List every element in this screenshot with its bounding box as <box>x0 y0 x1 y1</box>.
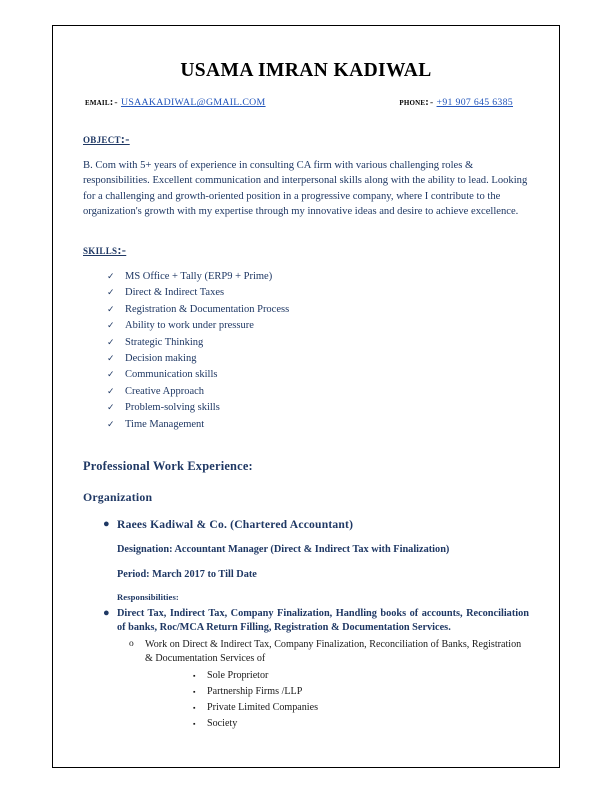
responsibility-sub-text: Work on Direct & Indirect Tax, Company Finalization, Reconciliation of Banks, Registration & Documentation Services of <box>145 638 522 665</box>
list-item <box>83 318 529 334</box>
contact-row <box>83 97 529 108</box>
email-link[interactable]: USAAKADIWAL@GMAIL.COM <box>120 97 266 109</box>
list-item <box>83 384 529 400</box>
list-item <box>83 517 529 602</box>
skills-list <box>83 269 529 434</box>
email-label: email: <box>85 97 114 109</box>
entity-type-label: Society <box>207 718 238 730</box>
resume-content <box>53 26 559 732</box>
list-item <box>83 351 529 367</box>
skill-label: Creative Approach <box>125 385 205 397</box>
list-item <box>145 684 529 700</box>
list-item <box>83 417 529 433</box>
skill-label: Strategic Thinking <box>125 336 204 348</box>
list-item <box>83 607 529 732</box>
email-block <box>85 97 266 108</box>
check-icon: ✓ <box>107 418 115 429</box>
experience-heading: Professional Work Experience: <box>83 459 253 474</box>
square-bullet-icon: ▪ <box>193 688 196 697</box>
period-line: Period: March 2017 to Till Date <box>117 568 257 580</box>
object-heading: object:- <box>83 132 130 147</box>
object-section <box>83 130 529 218</box>
list-item <box>83 285 529 301</box>
square-bullet-icon: ▪ <box>193 671 196 680</box>
responsibilities-label: Responsibilities: <box>117 592 179 603</box>
skill-label: Decision making <box>125 352 197 364</box>
skill-label: MS Office + Tally (ERP9 + Prime) <box>125 270 273 282</box>
check-icon: ✓ <box>107 336 115 347</box>
disc-bullet-icon: ● <box>103 607 110 620</box>
entity-type-label: Partnership Firms /LLP <box>207 686 303 698</box>
square-bullet-icon: ▪ <box>193 704 196 713</box>
check-icon: ✓ <box>107 270 115 281</box>
phone-block <box>399 97 513 108</box>
check-icon: ✓ <box>107 303 115 314</box>
check-icon: ✓ <box>107 287 115 298</box>
phone-label: phone: <box>399 97 429 109</box>
skills-section <box>83 241 529 434</box>
organization-heading: Organization <box>83 490 153 505</box>
responsibility-main-text: Direct Tax, Indirect Tax, Company Finalization, Handling books of accounts, Reconciliation of banks, Roc/MCA Return Filling, Registration & Documentation Services. <box>117 608 529 634</box>
object-body: B. Com with 5+ years of experience in consulting CA firm with various challenging roles & responsibilities. Excellent communication and interpersonal skills along with the ability to lead. Looking for a challenging and growth-oriented position in a progressive company, where I contribute to the organization's growth with my expertise through my innovative ideas and desire to achieve excellence. <box>83 160 528 217</box>
skills-heading: skills:- <box>83 242 127 257</box>
list-item <box>117 638 529 733</box>
skill-label: Problem-solving skills <box>125 402 220 414</box>
list-item <box>145 700 529 716</box>
skill-label: Ability to work under pressure <box>125 320 254 332</box>
check-icon: ✓ <box>107 402 115 413</box>
skill-label: Communication skills <box>125 369 218 381</box>
candidate-name: USAMA IMRAN KADIWAL <box>180 60 432 81</box>
organization-list <box>83 517 529 602</box>
check-icon: ✓ <box>107 369 115 380</box>
circle-bullet-icon: o <box>129 639 134 649</box>
list-item <box>145 668 529 684</box>
check-icon: ✓ <box>107 352 115 363</box>
list-item <box>83 335 529 351</box>
skill-label: Time Management <box>125 418 205 430</box>
experience-section <box>83 459 529 732</box>
phone-link[interactable]: +91 907 645 6385 <box>436 97 513 109</box>
check-icon: ✓ <box>107 320 115 331</box>
company-name: Raees Kadiwal & Co. (Chartered Accountant) <box>117 518 354 532</box>
list-item <box>83 302 529 318</box>
entity-type-label: Sole Proprietor <box>207 669 269 681</box>
skill-label: Direct & Indirect Taxes <box>125 287 225 299</box>
skill-label: Registration & Documentation Process <box>125 303 290 315</box>
phone-dash: - <box>429 98 434 109</box>
list-item <box>83 400 529 416</box>
entity-type-label: Private Limited Companies <box>207 702 319 714</box>
list-item <box>145 716 529 732</box>
square-bullet-icon: ▪ <box>193 720 196 729</box>
designation-line: Designation: Accountant Manager (Direct & Indirect Tax with Finalization) <box>117 544 450 556</box>
list-item <box>83 269 529 285</box>
list-item <box>83 367 529 383</box>
check-icon: ✓ <box>107 385 115 396</box>
responsibilities-list <box>83 607 529 732</box>
email-dash: - <box>114 98 118 109</box>
entity-type-list <box>145 668 529 733</box>
resume-page-border <box>52 25 560 768</box>
responsibility-sublist <box>117 638 529 733</box>
disc-bullet-icon: ● <box>103 517 110 530</box>
